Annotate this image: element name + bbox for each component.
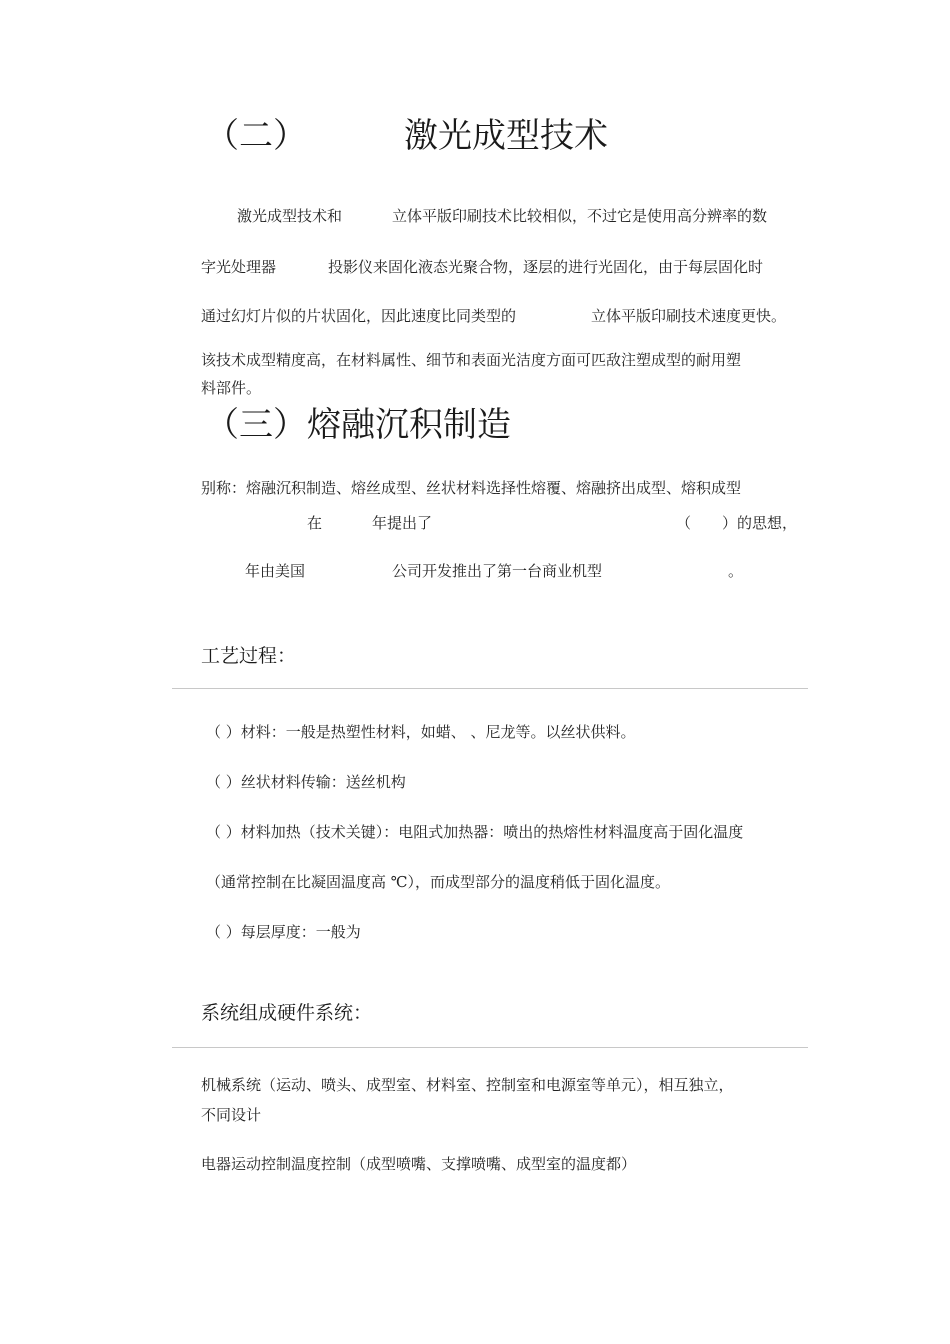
paragraph-line: 料部件。 bbox=[201, 379, 262, 397]
section3-heading: （三）熔融沉积制造 bbox=[205, 405, 511, 445]
paragraph-line: 立体平版印刷技术比较相似，不过它是使用高分辨率的数 bbox=[392, 207, 768, 225]
history-line-fragment: （ bbox=[676, 514, 692, 532]
paragraph-line: 激光成型技术和 bbox=[237, 207, 343, 225]
process-heading: 工艺过程： bbox=[201, 645, 297, 667]
process-item: （ ）每层厚度：一般为 bbox=[206, 923, 361, 941]
paragraph-line: 该技术成型精度高，在材料属性、细节和表面光洁度方面可匹敌注塑成型的耐用塑 bbox=[201, 351, 742, 369]
process-item: （ ）丝状材料传输：送丝机构 bbox=[206, 773, 406, 791]
system-line: 电器运动控制温度控制（成型喷嘴、支撑喷嘴、成型室的温度都） bbox=[201, 1155, 637, 1173]
section2-heading-prefix: （二） bbox=[205, 116, 307, 156]
section2-heading-title: 激光成型技术 bbox=[404, 116, 608, 156]
alias-line: 别称：熔融沉积制造、熔丝成型、丝状材料选择性熔覆、熔融挤出成型、熔积成型 bbox=[201, 479, 742, 497]
process-item: （ ）材料：一般是热塑性材料，如蜡、 、尼龙等。以丝状供料。 bbox=[206, 723, 636, 741]
section-divider bbox=[172, 688, 808, 689]
process-item: （ ）材料加热（技术关键）：电阻式加热器：喷出的热熔性材料温度高于固化温度 bbox=[206, 823, 744, 841]
system-heading: 系统组成硬件系统： bbox=[201, 1002, 373, 1024]
history-line-fragment: 年由美国 bbox=[245, 562, 306, 580]
history-line-fragment: ）的思想， bbox=[722, 514, 798, 532]
paragraph-line: 字光处理器 bbox=[201, 258, 277, 276]
system-line: 机械系统（运动、喷头、成型室、材料室、控制室和电源室等单元），相互独立， bbox=[201, 1076, 734, 1094]
paragraph-line: 投影仪来固化液态光聚合物，逐层的进行光固化，由于每层固化时 bbox=[328, 258, 764, 276]
history-line-fragment: 年提出了 bbox=[372, 514, 433, 532]
paragraph-line: 通过幻灯片似的片状固化，因此速度比同类型的 bbox=[201, 307, 517, 325]
system-line: 不同设计 bbox=[201, 1106, 262, 1124]
history-line-fragment: 在 bbox=[307, 514, 323, 532]
process-item: （通常控制在比凝固温度高 ℃），而成型部分的温度稍低于固化温度。 bbox=[206, 873, 671, 891]
paragraph-line: 立体平版印刷技术速度更快。 bbox=[591, 307, 787, 325]
history-line-fragment: 。 bbox=[728, 562, 744, 580]
history-line-fragment: 公司开发推出了第一台商业机型 bbox=[392, 562, 603, 580]
section-divider bbox=[172, 1047, 808, 1048]
